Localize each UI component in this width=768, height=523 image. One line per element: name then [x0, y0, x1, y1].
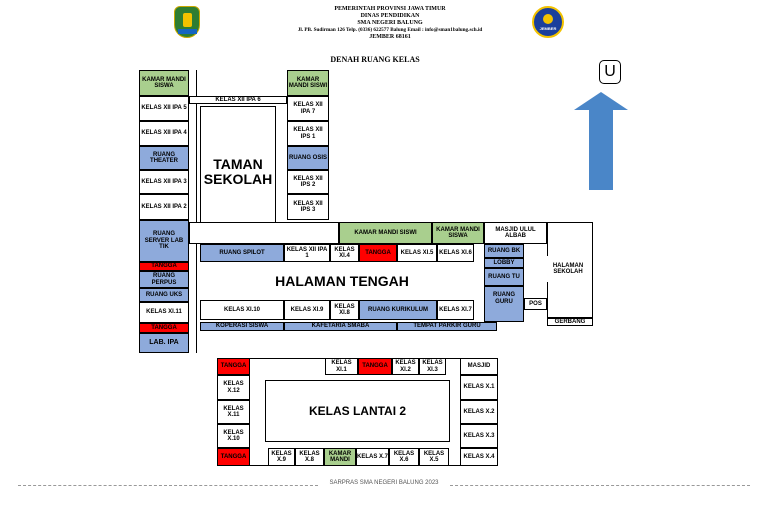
east-java-emblem-icon	[174, 6, 200, 38]
f2-top-2: TANGGA	[358, 358, 392, 375]
lantai2-center	[265, 380, 450, 442]
north-arrow-icon	[572, 90, 630, 192]
lab-ipa: LAB. IPA	[139, 333, 189, 353]
upper-row-0: KAMAR MANDI SISWI	[339, 222, 432, 244]
taman-label: TAMAN SEKOLAH	[203, 156, 273, 187]
mid-top-4: KELAS XI.5	[397, 244, 437, 262]
mid-bot-3: RUANG KURIKULUM	[359, 300, 437, 320]
f2-right-0: KELAS X.1	[460, 375, 498, 400]
f2-top-0: TANGGA	[217, 358, 250, 375]
upper-row-frame	[189, 222, 339, 244]
header-line1: PEMERINTAH PROVINSI JAWA TIMUR	[334, 6, 446, 12]
header-line4: Jl. PB. Sudirman 126 Telp. (0336) 622577 Balung Email : info@sman1balung.sch.id	[297, 27, 483, 33]
right-col-4: KELAS XII IPS 3	[287, 194, 329, 220]
bottom-strip-1: KAFETARIA SMABA	[284, 322, 397, 331]
left-col-11: TANGGA	[139, 323, 189, 333]
left-col-1: KELAS XII IPA 5	[139, 96, 189, 121]
page-title: DENAH RUANG KELAS	[330, 55, 420, 64]
f2-left-3: TANGGA	[217, 448, 250, 466]
mid-bot-4: KELAS XI.7	[437, 300, 474, 320]
right-block-3: RUANG GURU	[484, 286, 524, 322]
left-col-6: RUANG SERVER LAB TIK	[139, 220, 189, 262]
left-col-5: KELAS XII IPA 2	[139, 194, 189, 220]
upper-row-2: MASJID ULUL ALBAB	[484, 222, 547, 244]
header-block	[240, 6, 540, 41]
halaman-sekolah: HALAMAN SEKOLAH	[547, 256, 589, 282]
f2-left-1: KELAS X.11	[217, 400, 250, 424]
footer-line-left	[18, 485, 318, 486]
f2-left-0: KELAS X.12	[217, 375, 250, 400]
right-col-0: KELAS XII IPA 7	[287, 96, 329, 121]
mid-top-5: KELAS XI.6	[437, 244, 474, 262]
school-emblem-text: JEMBER	[539, 26, 557, 31]
upper-row-1: KAMAR MANDI SISWA	[432, 222, 484, 244]
f2-bot-0: KELAS X.9	[268, 448, 295, 466]
footer-line-right	[450, 485, 750, 486]
corridor-line-left	[196, 70, 197, 353]
f2-bot-3: KELAS X.7	[356, 448, 389, 466]
mid-top-2: KELAS XI.4	[330, 244, 359, 262]
right-block-1: LOBBY	[484, 258, 524, 268]
compass-box	[599, 60, 621, 84]
f2-bot-5: KELAS X.5	[419, 448, 449, 466]
header-line3: SMA NEGERI BALUNG	[357, 20, 423, 26]
header-line2: DINAS PENDIDIKAN	[360, 13, 420, 19]
halaman-tengah: HALAMAN TENGAH	[275, 273, 409, 289]
mid-top-3: TANGGA	[359, 244, 397, 262]
f2-right-3: KELAS X.4	[460, 448, 498, 466]
f2-top-5: MASJID	[460, 358, 498, 375]
f2-top-3: KELAS XI.2	[392, 358, 419, 375]
header-line5: JEMBER 68161	[369, 34, 411, 40]
f2-bot-4: KELAS X.6	[389, 448, 419, 466]
f2-right-1: KELAS X.2	[460, 400, 498, 424]
right-block-2: RUANG TU	[484, 268, 524, 286]
mid-bot-2: KELAS XI.8	[330, 300, 359, 320]
right-col-1: KELAS XII IPS 1	[287, 121, 329, 146]
taman-sekolah	[200, 106, 276, 238]
right-col-3: KELAS XII IPS 2	[287, 170, 329, 194]
f2-bot-2: KAMAR MANDI	[324, 448, 356, 466]
f2-top-1: KELAS XI.1	[325, 358, 358, 375]
mid-top-0: RUANG SPILOT	[200, 244, 284, 262]
left-col-8: RUANG PERPUS	[139, 271, 189, 288]
bottom-strip-0: KOPERASI SISWA	[200, 322, 284, 331]
school-emblem-icon	[532, 6, 564, 38]
kelas-xii-ipa6: KELAS XII IPA 6	[189, 96, 287, 104]
left-col-0: KAMAR MANDI SISWA	[139, 70, 189, 96]
left-col-2: KELAS XII IPA 4	[139, 121, 189, 146]
kamar-mandi-siswi-top: KAMAR MANDI SISWI	[287, 70, 329, 96]
pos-box: POS	[524, 298, 547, 310]
left-col-10: KELAS XI.11	[139, 302, 189, 323]
left-col-7: TANGGA	[139, 262, 189, 271]
f2-right-2: KELAS X.3	[460, 424, 498, 448]
bottom-strip-2: TEMPAT PARKIR GURU	[397, 322, 497, 331]
right-col-2: RUANG OSIS	[287, 146, 329, 170]
mid-bot-0: KELAS XI.10	[200, 300, 284, 320]
footer-text: SARPRAS SMA NEGERI BALUNG 2023	[329, 480, 439, 486]
f2-bot-1: KELAS X.8	[295, 448, 324, 466]
left-col-9: RUANG UKS	[139, 288, 189, 302]
right-block-0: RUANG BK	[484, 244, 524, 258]
gerbang: GERBANG	[547, 318, 593, 326]
lantai2-label: KELAS LANTAI 2	[308, 403, 407, 418]
mid-top-1: KELAS XII IPA 1	[284, 244, 330, 262]
f2-left-2: KELAS X.10	[217, 424, 250, 448]
mid-bot-1: KELAS XI.9	[284, 300, 330, 320]
f2-top-4: KELAS XI.3	[419, 358, 446, 375]
left-col-4: KELAS XII IPA 3	[139, 170, 189, 194]
left-col-3: RUANG THEATER	[139, 146, 189, 170]
compass-letter: U	[604, 63, 616, 80]
